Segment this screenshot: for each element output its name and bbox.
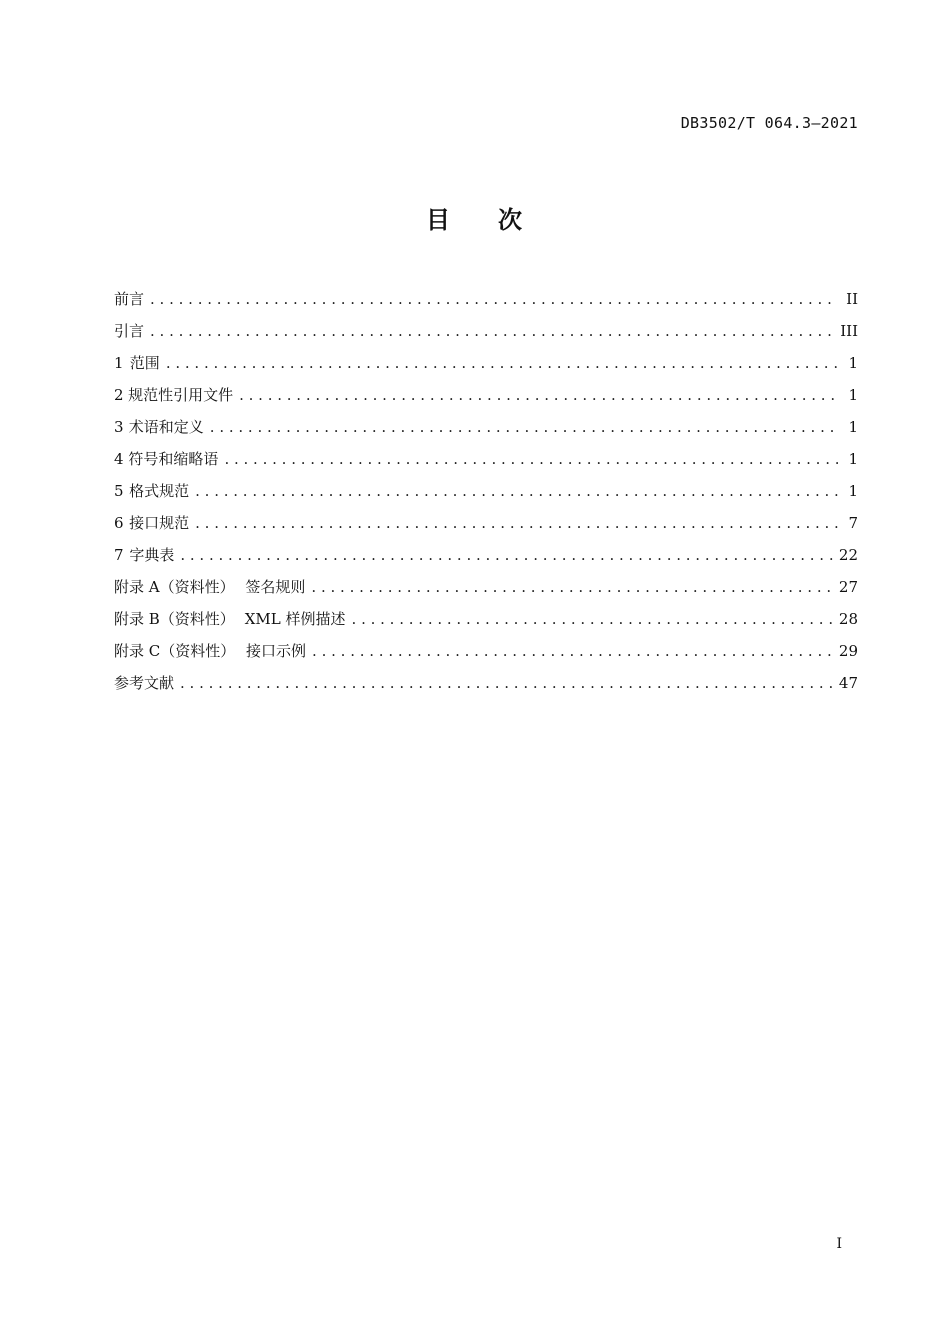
toc-leader-dots: [239, 382, 838, 408]
toc-entry-label: 符号和缩略语: [128, 450, 219, 468]
toc-leader-dots: [311, 574, 832, 600]
toc-entry-page: 1: [848, 418, 858, 436]
toc-entry-label: 字典表: [129, 546, 175, 564]
toc-entry-label: 引言: [114, 322, 145, 340]
toc-entry-number: 1: [114, 354, 124, 372]
toc-entry-page: 1: [848, 482, 858, 500]
toc-entry-label: 术语和定义: [128, 418, 204, 436]
toc-leader-dots: [150, 318, 834, 344]
toc-entry-page: II: [846, 290, 858, 308]
toc-entry-number: 2: [114, 386, 124, 404]
toc-leader-dots: [150, 286, 838, 312]
toc-entry-page: 1: [848, 354, 858, 372]
toc-entry-page: 22: [838, 546, 858, 564]
toc-entry-label: 附录 A（资料性）: [114, 578, 235, 596]
toc-entry-number: 6: [114, 514, 124, 532]
page-number: I: [836, 1236, 842, 1252]
toc-title: [0, 200, 950, 235]
toc-entry-label: 格式规范: [129, 482, 190, 500]
toc-entry-symbols-abbreviations[interactable]: [114, 446, 858, 478]
toc-list: [114, 286, 858, 702]
toc-leader-dots: [195, 510, 838, 536]
document-code: DB3502/T 064.3—2021: [680, 114, 858, 132]
toc-entry-foreword[interactable]: [114, 286, 858, 318]
toc-entry-label: 附录 C（资料性）: [114, 642, 236, 660]
toc-leader-dots: [180, 542, 833, 568]
toc-leader-dots: [352, 606, 833, 632]
toc-leader-dots: [210, 414, 838, 440]
toc-entry-number: 4: [114, 450, 124, 468]
toc-entry-page: 1: [848, 450, 858, 468]
toc-entry-annex-c[interactable]: [114, 638, 858, 670]
toc-entry-label: 范围: [129, 354, 160, 372]
toc-entry-label: 前言: [114, 290, 145, 308]
toc-entry-annex-b[interactable]: [114, 606, 858, 638]
toc-entry-number: 5: [114, 482, 124, 500]
toc-entry-annex-a[interactable]: [114, 574, 858, 606]
toc-leader-dots: [166, 350, 838, 376]
toc-leader-dots: [195, 478, 838, 504]
toc-entry-number: 7: [114, 546, 124, 564]
toc-entry-label: 接口规范: [129, 514, 190, 532]
toc-entry-page: 47: [838, 674, 858, 692]
toc-entry-label: 参考文献: [114, 674, 175, 692]
toc-entry-page: 29: [838, 642, 858, 660]
toc-entry-bibliography[interactable]: [114, 670, 858, 702]
toc-entry-page: 7: [848, 514, 858, 532]
toc-leader-dots: [224, 446, 838, 472]
toc-title-char-1: 目: [426, 206, 452, 234]
toc-title-char-2: 次: [498, 206, 524, 234]
toc-entry-format-spec[interactable]: [114, 478, 858, 510]
toc-entry-sublabel: 接口示例: [246, 642, 307, 660]
toc-entry-page: III: [840, 322, 858, 340]
toc-entry-interface-spec[interactable]: [114, 510, 858, 542]
toc-entry-normative-references[interactable]: [114, 382, 858, 414]
toc-entry-sublabel: 签名规则: [245, 578, 306, 596]
toc-entry-page: 27: [838, 578, 858, 596]
toc-entry-page: 1: [848, 386, 858, 404]
toc-entry-sublabel: XML 样例描述: [244, 610, 346, 628]
toc-entry-page: 28: [838, 610, 858, 628]
toc-entry-label: 附录 B（资料性）: [114, 610, 235, 628]
toc-entry-terms-definitions[interactable]: [114, 414, 858, 446]
toc-entry-number: 3: [114, 418, 124, 436]
toc-entry-dictionary[interactable]: [114, 542, 858, 574]
toc-entry-label: 规范性引用文件: [128, 386, 234, 404]
toc-entry-introduction[interactable]: [114, 318, 858, 350]
toc-leader-dots: [180, 670, 833, 696]
toc-entry-scope[interactable]: [114, 350, 858, 382]
toc-leader-dots: [312, 638, 833, 664]
